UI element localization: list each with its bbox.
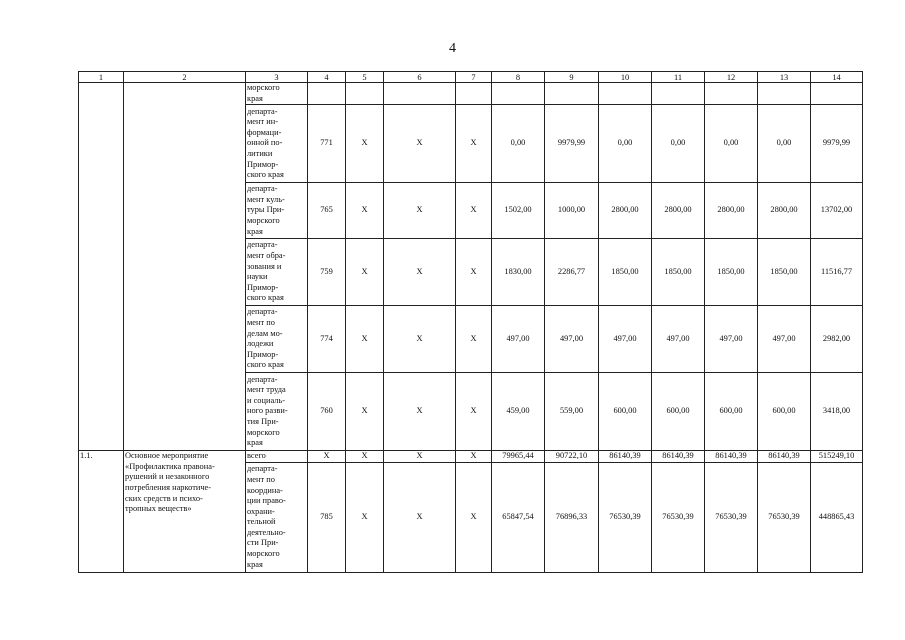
col-header: 14 bbox=[811, 72, 863, 83]
cell-x: X bbox=[308, 451, 346, 463]
cell-value: 497,00 bbox=[652, 306, 705, 373]
cell-code: 774 bbox=[308, 306, 346, 373]
cell-value: 600,00 bbox=[599, 373, 652, 451]
cell-value: 86140,39 bbox=[705, 451, 758, 463]
col-header: 12 bbox=[705, 72, 758, 83]
col-header: 11 bbox=[652, 72, 705, 83]
cell-x: X bbox=[346, 183, 384, 239]
cell-executor: департа- мент труда и социаль- ного разви- тия При- морского края bbox=[246, 373, 308, 451]
col-header: 2 bbox=[124, 72, 246, 83]
cell-value bbox=[599, 83, 652, 105]
cell-x: X bbox=[384, 239, 456, 306]
cell-value: 515249,10 bbox=[811, 451, 863, 463]
cell-value: 0,00 bbox=[758, 105, 811, 183]
cell-executor: всего bbox=[246, 451, 308, 463]
table-row bbox=[79, 451, 863, 463]
cell-x: X bbox=[346, 373, 384, 451]
cell-code: 771 bbox=[308, 105, 346, 183]
cell-x: X bbox=[456, 306, 492, 373]
col-header: 3 bbox=[246, 72, 308, 83]
cell-value: 0,00 bbox=[492, 105, 545, 183]
cell-value: 497,00 bbox=[545, 306, 599, 373]
cell-value: 9979,99 bbox=[811, 105, 863, 183]
cell-x bbox=[346, 83, 384, 105]
cell-executor: департа- мент ин- формаци- онной по- литики Примор- ского края bbox=[246, 105, 308, 183]
cell-value: 0,00 bbox=[652, 105, 705, 183]
col-header: 9 bbox=[545, 72, 599, 83]
col-header: 8 bbox=[492, 72, 545, 83]
cell-executor: департа- мент по координа- ции право- охрани- тельной деятельно- сти При- морского края bbox=[246, 462, 308, 572]
col-header: 7 bbox=[456, 72, 492, 83]
cell-value: 497,00 bbox=[599, 306, 652, 373]
cell-value: 497,00 bbox=[758, 306, 811, 373]
cell-x: X bbox=[346, 462, 384, 572]
cell-x: X bbox=[456, 183, 492, 239]
col-header: 1 bbox=[79, 72, 124, 83]
cell-x: X bbox=[456, 239, 492, 306]
cell-x: X bbox=[384, 373, 456, 451]
cell-value: 86140,39 bbox=[652, 451, 705, 463]
cell-description bbox=[124, 83, 246, 451]
cell-value: 86140,39 bbox=[599, 451, 652, 463]
cell-x: X bbox=[384, 105, 456, 183]
cell-value: 76530,39 bbox=[652, 462, 705, 572]
cell-value: 1850,00 bbox=[758, 239, 811, 306]
cell-value: 1850,00 bbox=[652, 239, 705, 306]
cell-value: 13702,00 bbox=[811, 183, 863, 239]
cell-value: 76530,39 bbox=[758, 462, 811, 572]
cell-x: X bbox=[456, 105, 492, 183]
cell-value: 76896,33 bbox=[545, 462, 599, 572]
cell-value: 1850,00 bbox=[599, 239, 652, 306]
cell-x: X bbox=[346, 105, 384, 183]
cell-value: 0,00 bbox=[599, 105, 652, 183]
cell-value: 76530,39 bbox=[599, 462, 652, 572]
cell-value bbox=[545, 83, 599, 105]
cell-executor: департа- мент по делам мо- лодежи Примор- ского края bbox=[246, 306, 308, 373]
cell-executor: морского края bbox=[246, 83, 308, 105]
page-number: 4 bbox=[449, 41, 456, 56]
cell-x: X bbox=[384, 306, 456, 373]
cell-value bbox=[492, 83, 545, 105]
cell-value: 600,00 bbox=[758, 373, 811, 451]
cell-value: 2800,00 bbox=[758, 183, 811, 239]
cell-code: 760 bbox=[308, 373, 346, 451]
cell-value: 2800,00 bbox=[705, 183, 758, 239]
cell-value: 2800,00 bbox=[599, 183, 652, 239]
cell-value bbox=[705, 83, 758, 105]
cell-x: X bbox=[346, 451, 384, 463]
cell-x: X bbox=[384, 462, 456, 572]
cell-value: 79965,44 bbox=[492, 451, 545, 463]
cell-value: 600,00 bbox=[705, 373, 758, 451]
cell-value bbox=[811, 83, 863, 105]
cell-value: 9979,99 bbox=[545, 105, 599, 183]
cell-description: Основное мероприятие «Профилактика правона- рушений и незаконного потребления наркотиче- ских средств и психо- тропных веществ» bbox=[124, 451, 246, 573]
cell-value: 86140,39 bbox=[758, 451, 811, 463]
cell-value: 3418,00 bbox=[811, 373, 863, 451]
header-row bbox=[79, 72, 863, 83]
cell-executor: департа- мент куль- туры При- морского края bbox=[246, 183, 308, 239]
cell-value: 2800,00 bbox=[652, 183, 705, 239]
col-header: 13 bbox=[758, 72, 811, 83]
cell-value bbox=[758, 83, 811, 105]
cell-x: X bbox=[456, 373, 492, 451]
cell-value: 600,00 bbox=[652, 373, 705, 451]
cell-value: 1850,00 bbox=[705, 239, 758, 306]
cell-value: 2982,00 bbox=[811, 306, 863, 373]
cell-value: 559,00 bbox=[545, 373, 599, 451]
cell-value: 11516,77 bbox=[811, 239, 863, 306]
cell-x: X bbox=[456, 462, 492, 572]
cell-value: 1000,00 bbox=[545, 183, 599, 239]
cell-value: 65847,54 bbox=[492, 462, 545, 572]
cell-value: 1502,00 bbox=[492, 183, 545, 239]
cell-x: X bbox=[384, 183, 456, 239]
cell-value: 76530,39 bbox=[705, 462, 758, 572]
cell-code: 759 bbox=[308, 239, 346, 306]
cell-value: 2286,77 bbox=[545, 239, 599, 306]
cell-x: X bbox=[346, 239, 384, 306]
col-header: 6 bbox=[384, 72, 456, 83]
cell-code bbox=[308, 83, 346, 105]
col-header: 10 bbox=[599, 72, 652, 83]
cell-x: X bbox=[456, 451, 492, 463]
cell-value: 90722,10 bbox=[545, 451, 599, 463]
cell-number: 1.1. bbox=[79, 451, 124, 573]
cell-x: X bbox=[384, 451, 456, 463]
cell-value: 0,00 bbox=[705, 105, 758, 183]
cell-value: 459,00 bbox=[492, 373, 545, 451]
cell-value: 1830,00 bbox=[492, 239, 545, 306]
cell-code: 785 bbox=[308, 462, 346, 572]
cell-x bbox=[456, 83, 492, 105]
cell-executor: департа- мент обра- зования и науки Примор- ского края bbox=[246, 239, 308, 306]
table-row bbox=[79, 83, 863, 105]
cell-code: 765 bbox=[308, 183, 346, 239]
col-header: 4 bbox=[308, 72, 346, 83]
col-header: 5 bbox=[346, 72, 384, 83]
cell-value: 497,00 bbox=[705, 306, 758, 373]
budget-table bbox=[78, 71, 863, 573]
cell-x: X bbox=[346, 306, 384, 373]
cell-value: 448865,43 bbox=[811, 462, 863, 572]
cell-number bbox=[79, 83, 124, 451]
cell-x bbox=[384, 83, 456, 105]
cell-value bbox=[652, 83, 705, 105]
cell-value: 497,00 bbox=[492, 306, 545, 373]
